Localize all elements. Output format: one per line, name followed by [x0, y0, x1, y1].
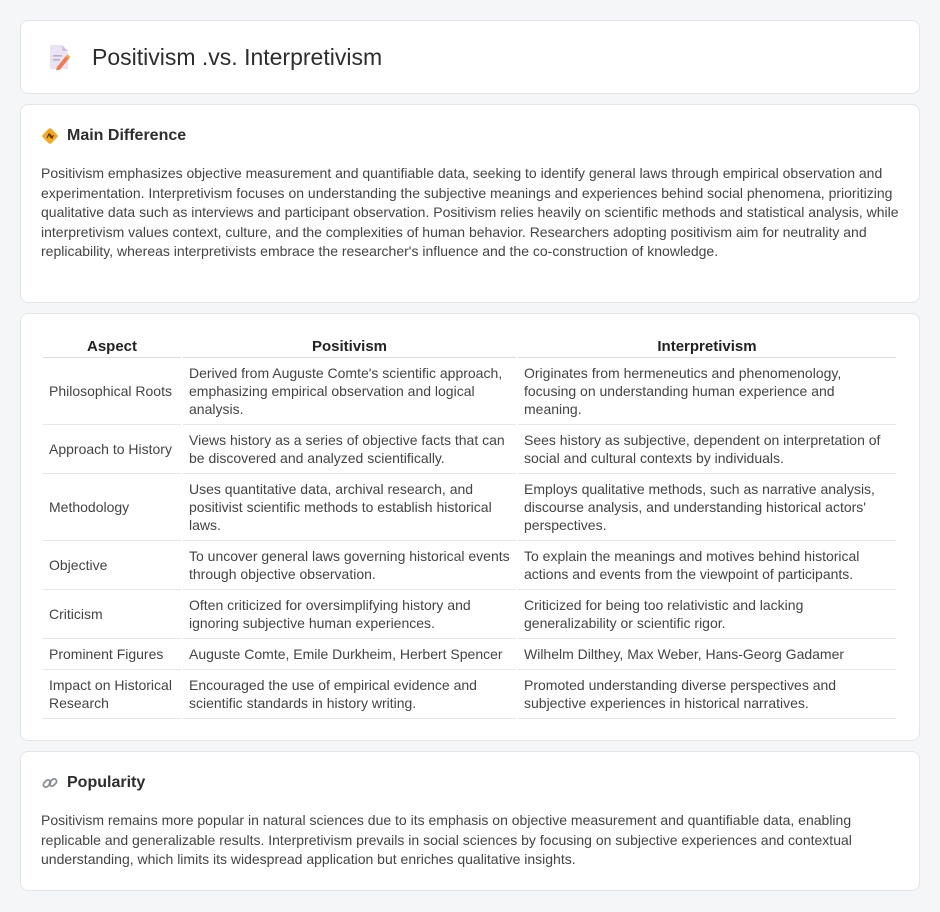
table-row: [43, 639, 896, 670]
positivism-cell: To uncover general laws governing historical events through objective observation.: [183, 541, 516, 590]
table-row: [43, 670, 896, 719]
positivism-cell: Views history as a series of objective facts that can be discovered and analyzed scientifically.: [183, 425, 516, 474]
aspect-cell: Approach to History: [43, 425, 181, 474]
positivism-cell: Auguste Comte, Emile Durkheim, Herbert Spencer: [183, 639, 516, 670]
aspect-cell: Prominent Figures: [43, 639, 181, 670]
table-header-row: [43, 334, 896, 358]
main-difference-text: Positivism emphasizes objective measurement and quantifiable data, seeking to identify general laws through empirical observation and experimentation. Interpretivism focuses on understanding the subjective meanings and experiences behind social phenomena, prioritizing qualitative data such as interviews and participant observation. Positivism relies heavily on scientific methods and statistical analysis, while interpretivism values context, culture, and the complexities of human behavior. Researchers adopting positivism aim for neutrality and replicability, whereas interpretivists embrace the researcher's influence and the co-construction of knowledge.: [41, 165, 899, 259]
header-aspect: Aspect: [43, 334, 181, 358]
positivism-cell: Uses quantitative data, archival research, and positivist scientific methods to establish historical laws.: [183, 474, 516, 541]
main-difference-heading: [41, 127, 899, 145]
comparison-table: [41, 334, 898, 719]
positivism-cell: Derived from Auguste Comte's scientific approach, emphasizing empirical observation and logical analysis.: [183, 358, 516, 425]
document-edit-icon: [46, 43, 72, 71]
aspect-cell: Methodology: [43, 474, 181, 541]
main-difference-card: [20, 104, 920, 303]
interpretivism-cell: Wilhelm Dilthey, Max Weber, Hans-Georg Gadamer: [518, 639, 896, 670]
header-card: [20, 20, 920, 94]
popularity-heading: [41, 774, 899, 792]
table-row: [43, 590, 896, 639]
interpretivism-cell: To explain the meanings and motives behind historical actions and events from the viewpoint of participants.: [518, 541, 896, 590]
interpretivism-cell: Employs qualitative methods, such as narrative analysis, discourse analysis, and understanding historical actors' perspectives.: [518, 474, 896, 541]
aspect-cell: Objective: [43, 541, 181, 590]
link-icon: [41, 774, 59, 792]
table-row: [43, 541, 896, 590]
positivism-cell: Encouraged the use of empirical evidence and scientific standards in history writing.: [183, 670, 516, 719]
popularity-card: [20, 751, 920, 891]
comparison-card: [20, 313, 920, 741]
main-difference-title: Main Difference: [67, 127, 187, 144]
aspect-cell: Criticism: [43, 590, 181, 639]
interpretivism-cell: Promoted understanding diverse perspectives and subjective experiences in historical narratives.: [518, 670, 896, 719]
page-title: Positivism .vs. Interpretivism: [92, 43, 383, 70]
table-row: [43, 425, 896, 474]
aspect-cell: Impact on Historical Research: [43, 670, 181, 719]
road-sign-icon: [41, 127, 59, 145]
interpretivism-cell: Sees history as subjective, dependent on interpretation of social and cultural contexts by individuals.: [518, 425, 896, 474]
header-positivism: Positivism: [183, 334, 516, 358]
table-row: [43, 474, 896, 541]
table-row: [43, 358, 896, 425]
popularity-title: Popularity: [67, 774, 146, 791]
interpretivism-cell: Originates from hermeneutics and phenomenology, focusing on understanding human experience and meaning.: [518, 358, 896, 425]
popularity-text: Positivism remains more popular in natural sciences due to its emphasis on objective measurement and quantifiable data, enabling replicable and generalizable results. Interpretivism prevails in social sciences by focusing on subjective experiences and contextual understanding, which limits its widespread application but enriches qualitative insights.: [41, 812, 852, 867]
interpretivism-cell: Criticized for being too relativistic and lacking generalizability or scientific rigor.: [518, 590, 896, 639]
positivism-cell: Often criticized for oversimplifying history and ignoring subjective human experiences.: [183, 590, 516, 639]
aspect-cell: Philosophical Roots: [43, 358, 181, 425]
header-interpretivism: Interpretivism: [518, 334, 896, 358]
